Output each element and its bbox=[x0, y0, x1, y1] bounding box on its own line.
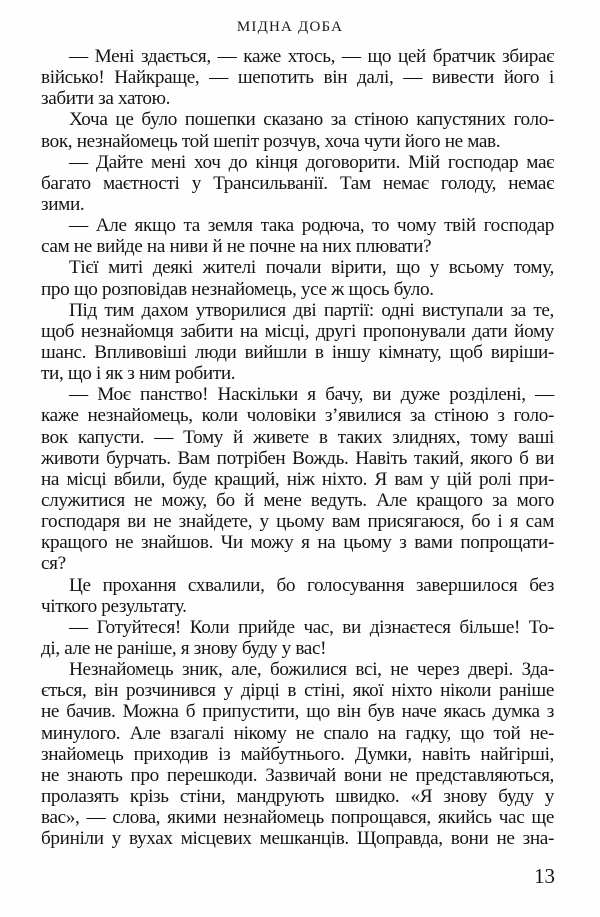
paragraph bbox=[41, 384, 554, 574]
text-line: ді, але не раніше, я знову буду у вас! bbox=[41, 637, 327, 659]
text-line: пролазять крізь стіни, мандрують швидко. «Я знову буду у bbox=[41, 785, 554, 807]
text-line: щоб незнайомця забити на місці, другі пропонували дати йому bbox=[41, 320, 554, 342]
text-line: вок, незнайомець той шепіт розчув, хоча чути його не мав. bbox=[41, 130, 501, 152]
paragraph bbox=[41, 215, 554, 257]
text-line: ється, він розчинився у дірці в стіні, якої ніхто ніколи раніше bbox=[41, 680, 554, 702]
page-number: 13 bbox=[534, 864, 555, 888]
text-line: зими. bbox=[41, 193, 85, 215]
text-line: минулого. Але взагалі нікому не спало на гадку, що той не- bbox=[41, 722, 554, 744]
text-line: вас», — слова, якими незнайомець попрощався, якийсь час ще bbox=[41, 807, 554, 829]
text-line: животи бурчать. Вам потрібен Вождь. Навіть такий, якого б ви bbox=[41, 447, 554, 469]
text-line: Це прохання схвалили, бо голосування завершилося без bbox=[69, 574, 554, 596]
text-line: Під тим дахом утворилися дві партії: одні виступали за те, bbox=[69, 299, 554, 321]
text-line: — Готуйтеся! Коли прийде час, ви дізнаєтеся більше! То- bbox=[69, 616, 554, 638]
text-line: військо! Найкраще, — шепотить він далі, — вивести його і bbox=[41, 67, 554, 89]
text-line: Незнайомець зник, але, божилися всі, не через двері. Зда- bbox=[69, 659, 554, 681]
paragraph bbox=[41, 617, 554, 659]
text-line: чіткого результату. bbox=[41, 595, 187, 617]
paragraph bbox=[41, 46, 554, 109]
text-line: — Дайте мені хоч до кінця договорити. Мій господар має bbox=[69, 151, 554, 173]
text-line: шанс. Впливовіші люди вийшли в іншу кімнату, щоб виріши- bbox=[41, 341, 554, 363]
text-line: вок капусти. — Тому й живете в таких злиднях, тому ваші bbox=[41, 426, 554, 448]
text-line: сам не вийде на ниви й не почне на них плювати? bbox=[41, 236, 432, 258]
text-line: ся? bbox=[41, 553, 66, 575]
text-line: господаря ви не знайдете, у цьому вам присягаюся, бо і я сам bbox=[41, 511, 554, 533]
text-line: не бачив. Можна б припустити, що він був наче якась думка з bbox=[41, 701, 554, 723]
text-line: знайомець приходив із майбутнього. Думки, навіть найгірші, bbox=[41, 743, 554, 765]
text-line: каже незнайомець, коли чоловіки з’явилися за стіною з голо- bbox=[41, 405, 554, 427]
text-line: кращого не знайшов. Чи можу я на цьому з вами попрощати- bbox=[41, 532, 554, 554]
text-line: — Моє панство! Наскільки я бачу, ви дуже розділені, — bbox=[69, 384, 554, 406]
paragraph bbox=[41, 109, 554, 151]
text-line: про що розповідав незнайомець, усе ж щось було. bbox=[41, 278, 434, 300]
text-line: Хоча це було пошепки сказано за стіною капустяних голо- bbox=[69, 109, 554, 131]
text-line: не знають про перешкоди. Зазвичай вони не представляються, bbox=[41, 764, 554, 786]
text-line: — Мені здається, — каже хтось, — що цей братчик збирає bbox=[69, 46, 554, 67]
text-line: бриніли у вухах місцевих мешканців. Щоправда, вони не зна- bbox=[41, 828, 554, 850]
paragraph bbox=[41, 300, 554, 385]
text-line: — Але якщо та земля така родюча, то чому твій господар bbox=[69, 215, 554, 237]
text-line: багато маєтності у Трансильванії. Там немає голоду, немає bbox=[41, 172, 554, 194]
paragraph bbox=[41, 152, 554, 215]
text-line: служитися не можу, бо й мене ведуть. Але кращого за мого bbox=[41, 489, 554, 511]
text-line: ти, що і як з ним робити. bbox=[41, 363, 236, 385]
text-line: Тієї миті деякі жителі почали вірити, що у всьому тому, bbox=[69, 257, 554, 279]
running-head: МІДНА ДОБА bbox=[236, 19, 344, 35]
text-line: на місці вбили, буде кращий, ніж ніхто. Я вам у цій ролі при- bbox=[41, 468, 554, 490]
body-text bbox=[41, 46, 554, 849]
paragraph bbox=[41, 257, 554, 299]
text-line: забити за хатою. bbox=[41, 88, 171, 110]
paragraph bbox=[41, 575, 554, 617]
paragraph bbox=[41, 659, 554, 849]
